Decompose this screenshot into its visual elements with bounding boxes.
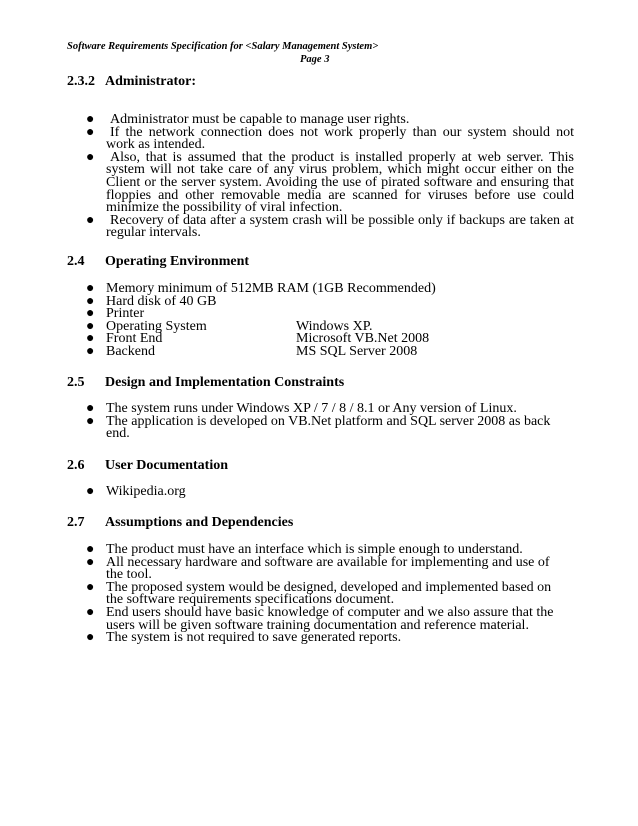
pair-value: Windows XP. [296,318,373,334]
pair-label: Front End [106,331,163,347]
section-heading-administrator [67,74,196,90]
section-title: Administrator: [105,74,196,89]
bullet-icon: ● [86,542,95,557]
operating-environment-list [84,283,574,359]
pair-label: Operating System [106,318,207,334]
bullet-icon: ● [86,554,95,570]
list-item: ● Administrator must be capable to manage user rights. [86,112,410,127]
page-number: Page 3 [300,54,330,65]
bullet-icon: ● [86,630,95,646]
section-number: 2.3.2 [67,74,95,89]
administrator-list [84,114,574,240]
bullet-icon: ● [86,413,95,429]
list-item: ● The system is not required to save generated reports. [86,630,402,646]
list-item: ● The application is developed on VB.Net platform and SQL server 2008 as back end. [86,413,551,442]
list-item: ● Printer [86,306,145,322]
bullet-icon: ● [86,331,95,347]
bullet-icon: ● [86,343,95,359]
list-item: ● The proposed system would be designed, developed and implemented based on the software requirements specifications document. [86,579,552,608]
bullet-icon: ● [86,124,95,140]
section-number: 2.7 [67,515,85,530]
list-item: ● All necessary hardware and software are available for implementing and use of the tool. [86,554,550,583]
list-item: ● Wikipedia.org [86,484,186,499]
bullet-icon: ● [86,112,95,127]
bullet-icon: ● [86,293,95,309]
section-title: Assumptions and Dependencies [105,515,294,530]
bullet-icon: ● [86,318,95,334]
section-title: User Documentation [105,458,229,473]
list-item: ● The product must have an interface which is simple enough to understand. [86,542,523,557]
pair-value: MS SQL Server 2008 [296,343,418,359]
list-item: ● If the network connection does not work properly than our system should not work as intended. [86,124,574,153]
list-item: ● Recovery of data after a system crash will be possible only if backups are taken at regular intervals. [86,212,574,241]
list-item: ● The system runs under Windows XP / 7 / 8 / 8.1 or Any version of Linux. [86,401,517,416]
assumptions-list [84,544,564,645]
bullet-icon: ● [86,212,95,228]
bullet-icon: ● [86,484,95,499]
bullet-icon: ● [86,306,95,322]
pair-label: Backend [106,343,155,359]
section-title: Design and Implementation Constraints [105,375,345,390]
list-item [84,343,574,359]
list-item: ● Memory minimum of 512MB RAM (1GB Recommended) [86,281,436,296]
section-heading-user-documentation [67,458,228,474]
section-heading-operating-environment [67,254,249,270]
section-heading-design-constraints [67,375,344,391]
bullet-icon: ● [86,604,95,620]
list-item: ● Hard disk of 40 GB [86,293,217,309]
list-item: ● Also, that is assumed that the product is installed properly at web server. This system will not take care of any virus problem, which might occur either on the Client or the server system. Avoiding the use of pirated software and ensuring that floppies and other removable media are scanned for viruses before use could minimize the possibility of viral infection. [86,149,574,216]
user-documentation-list [84,486,574,499]
section-number: 2.5 [67,375,85,390]
running-header: Software Requirements Specification for <Salary Management System> [67,41,379,52]
bullet-icon: ● [86,401,95,416]
bullet-icon: ● [86,281,95,296]
section-number: 2.4 [67,254,85,269]
section-heading-assumptions [67,515,293,531]
bullet-icon: ● [86,579,95,595]
design-constraints-list [84,403,554,441]
bullet-icon: ● [86,149,95,165]
section-number: 2.6 [67,458,85,473]
pair-value: Microsoft VB.Net 2008 [296,331,430,347]
section-title: Operating Environment [105,254,250,269]
list-item: ● End users should have basic knowledge of computer and we also assure that the users will be given software training documentation and reference material. [86,604,554,633]
